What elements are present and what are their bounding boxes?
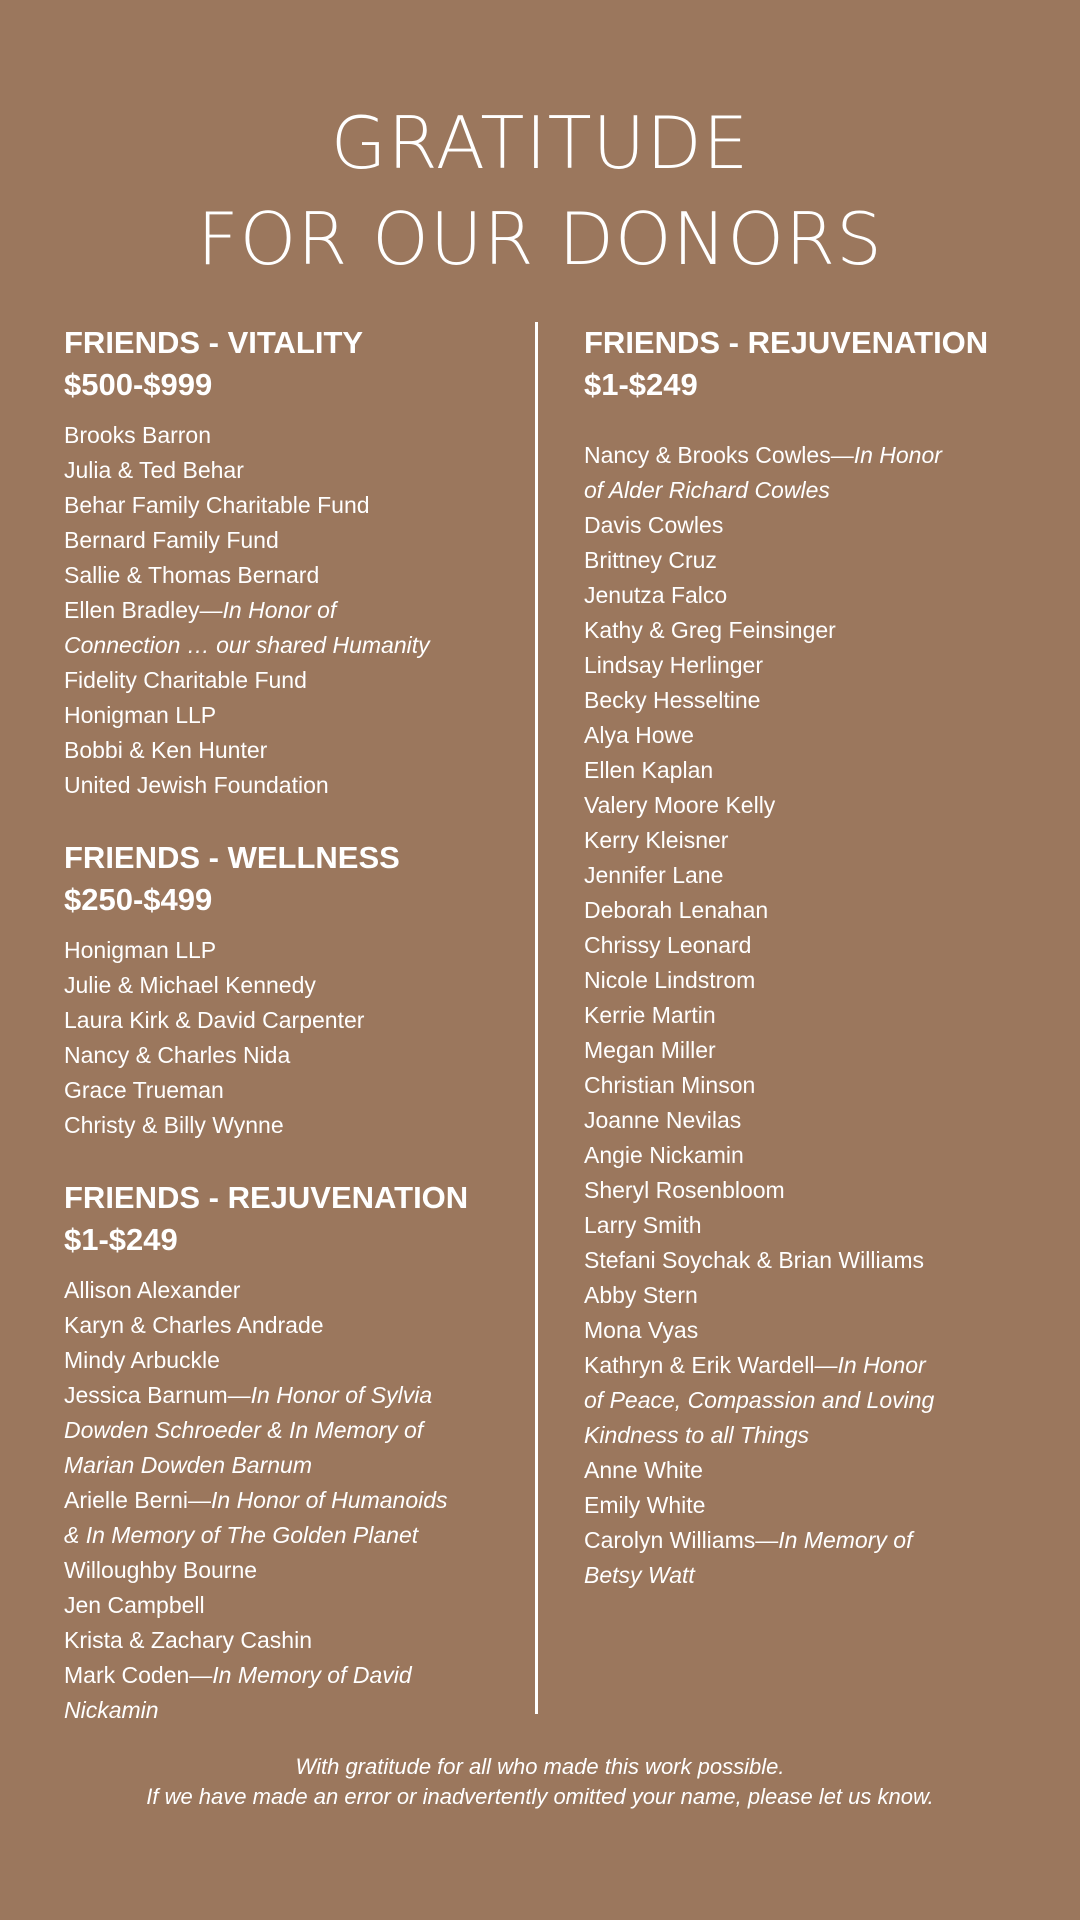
donor-name: Mona Vyas bbox=[584, 1317, 699, 1343]
tier-heading bbox=[64, 1177, 504, 1261]
donor-line bbox=[64, 523, 504, 558]
donor-line bbox=[584, 1033, 1024, 1068]
donor-name: Kerry Kleisner bbox=[584, 827, 729, 853]
donor-tier-section bbox=[64, 322, 504, 803]
donor-line bbox=[584, 1558, 1024, 1593]
donor-name: Becky Hesseltine bbox=[584, 687, 761, 713]
tier-name: FRIENDS - WELLNESS bbox=[64, 840, 400, 875]
donor-line bbox=[584, 1208, 1024, 1243]
donor-line bbox=[64, 1038, 504, 1073]
donor-line bbox=[64, 1343, 504, 1378]
donor-name: Willoughby Bourne bbox=[64, 1557, 258, 1583]
donor-name: Nicole Lindstrom bbox=[584, 967, 756, 993]
donor-line bbox=[584, 1488, 1024, 1523]
donor-name: Brooks Barron bbox=[64, 422, 212, 448]
tier-heading bbox=[64, 322, 504, 406]
donor-name: Jessica Barnum— bbox=[64, 1382, 251, 1408]
dedication-note: Marian Dowden Barnum bbox=[64, 1452, 313, 1478]
dedication-note: In Honor of Humanoids bbox=[211, 1487, 448, 1513]
dedication-note: In Honor bbox=[837, 1352, 926, 1378]
donor-list bbox=[64, 933, 504, 1143]
donor-line bbox=[584, 893, 1024, 928]
tier-range: $500-$999 bbox=[64, 367, 213, 402]
donor-name: Deborah Lenahan bbox=[584, 897, 769, 923]
dedication-note: of Peace, Compassion and Loving bbox=[584, 1387, 935, 1413]
donor-line bbox=[584, 578, 1024, 613]
dedication-note: & In Memory of The Golden Planet bbox=[64, 1522, 419, 1548]
donor-name: Laura Kirk & David Carpenter bbox=[64, 1007, 365, 1033]
donor-line bbox=[584, 1173, 1024, 1208]
dedication-note: of Alder Richard Cowles bbox=[584, 477, 830, 503]
donor-name: Karyn & Charles Andrade bbox=[64, 1312, 324, 1338]
donor-name: Jen Campbell bbox=[64, 1592, 205, 1618]
tier-heading bbox=[584, 322, 1024, 406]
donor-line bbox=[64, 1308, 504, 1343]
left-column bbox=[64, 322, 504, 1762]
donor-name: Alya Howe bbox=[584, 722, 694, 748]
donor-name: Valery Moore Kelly bbox=[584, 792, 776, 818]
donor-line bbox=[584, 1383, 1024, 1418]
donor-line bbox=[584, 1243, 1024, 1278]
donor-line bbox=[584, 823, 1024, 858]
donor-name: Lindsay Herlinger bbox=[584, 652, 763, 678]
footer-line-1: With gratitude for all who made this work possible. bbox=[295, 1754, 785, 1779]
donor-tier-section bbox=[64, 837, 504, 1143]
donor-line bbox=[584, 998, 1024, 1033]
donor-name: Nancy & Brooks Cowles— bbox=[584, 442, 854, 468]
donor-line bbox=[64, 1448, 504, 1483]
donor-line bbox=[584, 718, 1024, 753]
dedication-note: Connection … our shared Humanity bbox=[64, 632, 430, 658]
donor-line bbox=[584, 858, 1024, 893]
donor-line bbox=[584, 473, 1024, 508]
donor-name: Carolyn Williams— bbox=[584, 1527, 779, 1553]
donor-name: Brittney Cruz bbox=[584, 547, 717, 573]
title-line-2: FOR OUR DONORS bbox=[197, 197, 883, 281]
tier-range: $1-$249 bbox=[64, 1222, 178, 1257]
donor-line bbox=[64, 558, 504, 593]
donor-line bbox=[64, 1273, 504, 1308]
page-title bbox=[0, 95, 1080, 287]
donor-line bbox=[584, 753, 1024, 788]
tier-name: FRIENDS - REJUVENATION bbox=[584, 325, 989, 360]
dedication-note: In Honor of bbox=[222, 597, 337, 623]
donor-line bbox=[64, 1413, 504, 1448]
donor-name: Megan Miller bbox=[584, 1037, 716, 1063]
donor-line bbox=[64, 593, 504, 628]
donor-line bbox=[64, 1108, 504, 1143]
donor-name: Arielle Berni— bbox=[64, 1487, 211, 1513]
donor-line bbox=[584, 508, 1024, 543]
dedication-note: Betsy Watt bbox=[584, 1562, 695, 1588]
donor-name: Allison Alexander bbox=[64, 1277, 241, 1303]
donor-line bbox=[64, 768, 504, 803]
donor-line bbox=[64, 453, 504, 488]
donor-line bbox=[64, 698, 504, 733]
donor-line bbox=[584, 683, 1024, 718]
donor-name: Julie & Michael Kennedy bbox=[64, 972, 316, 998]
donor-name: Krista & Zachary Cashin bbox=[64, 1627, 312, 1653]
donor-line bbox=[64, 1483, 504, 1518]
donor-line bbox=[584, 543, 1024, 578]
donor-name: Sheryl Rosenbloom bbox=[584, 1177, 785, 1203]
dedication-note: In Memory of David bbox=[212, 1662, 412, 1688]
donor-name: Mindy Arbuckle bbox=[64, 1347, 220, 1373]
donor-name: Angie Nickamin bbox=[584, 1142, 744, 1168]
donor-line bbox=[584, 928, 1024, 963]
donor-line bbox=[64, 1518, 504, 1553]
donor-line bbox=[64, 1378, 504, 1413]
tier-name: FRIENDS - REJUVENATION bbox=[64, 1180, 469, 1215]
dedication-note: Dowden Schroeder & In Memory of bbox=[64, 1417, 424, 1443]
donor-line bbox=[584, 1453, 1024, 1488]
donor-name: Ellen Bradley— bbox=[64, 597, 223, 623]
dedication-note: Kindness to all Things bbox=[584, 1422, 810, 1448]
donor-list bbox=[64, 1273, 504, 1728]
donor-name: Grace Trueman bbox=[64, 1077, 224, 1103]
donor-line bbox=[584, 1348, 1024, 1383]
footer-line-2: If we have made an error or inadvertently omitted your name, please let us know. bbox=[146, 1784, 934, 1809]
tier-range: $1-$249 bbox=[584, 367, 698, 402]
donor-line bbox=[64, 628, 504, 663]
donor-line bbox=[64, 1588, 504, 1623]
donor-name: Mark Coden— bbox=[64, 1662, 213, 1688]
donor-name: Jenutza Falco bbox=[584, 582, 728, 608]
donor-line bbox=[64, 1693, 504, 1728]
donor-line bbox=[584, 1103, 1024, 1138]
donor-name: Honigman LLP bbox=[64, 937, 217, 963]
donor-name: Sallie & Thomas Bernard bbox=[64, 562, 320, 588]
donor-name: Julia & Ted Behar bbox=[64, 457, 244, 483]
donor-name: Davis Cowles bbox=[584, 512, 724, 538]
donor-name: Kathryn & Erik Wardell— bbox=[584, 1352, 838, 1378]
donor-name: Anne White bbox=[584, 1457, 703, 1483]
donor-line bbox=[584, 438, 1024, 473]
donor-name: Abby Stern bbox=[584, 1282, 698, 1308]
donor-line bbox=[584, 1068, 1024, 1103]
donor-line bbox=[584, 613, 1024, 648]
donor-line bbox=[64, 1073, 504, 1108]
donor-line bbox=[64, 488, 504, 523]
donor-line bbox=[584, 1278, 1024, 1313]
donor-line bbox=[64, 663, 504, 698]
donor-name: Kerrie Martin bbox=[584, 1002, 716, 1028]
donor-name: Stefani Soychak & Brian Williams bbox=[584, 1247, 925, 1273]
dedication-note: In Honor bbox=[853, 442, 942, 468]
donor-name: Honigman LLP bbox=[64, 702, 217, 728]
donor-line bbox=[584, 1418, 1024, 1453]
donor-list bbox=[64, 418, 504, 803]
donor-name: Christian Minson bbox=[584, 1072, 756, 1098]
donor-line bbox=[64, 933, 504, 968]
donor-list bbox=[584, 438, 1024, 1593]
donor-name: Emily White bbox=[584, 1492, 706, 1518]
donor-line bbox=[584, 1313, 1024, 1348]
donor-name: Bobbi & Ken Hunter bbox=[64, 737, 268, 763]
dedication-note: In Honor of Sylvia bbox=[250, 1382, 433, 1408]
donor-tier-section bbox=[64, 1177, 504, 1728]
donor-name: Bernard Family Fund bbox=[64, 527, 279, 553]
donor-line bbox=[584, 1523, 1024, 1558]
tier-range: $250-$499 bbox=[64, 882, 213, 917]
dedication-note: In Memory of bbox=[778, 1527, 913, 1553]
donor-tier-section bbox=[584, 322, 1024, 1593]
donor-name: Kathy & Greg Feinsinger bbox=[584, 617, 836, 643]
donor-line bbox=[64, 418, 504, 453]
tier-name: FRIENDS - VITALITY bbox=[64, 325, 364, 360]
donor-name: Nancy & Charles Nida bbox=[64, 1042, 291, 1068]
title-line-1: GRATITUDE bbox=[330, 101, 750, 185]
tier-heading bbox=[64, 837, 504, 921]
donor-line bbox=[64, 733, 504, 768]
donor-name: Behar Family Charitable Fund bbox=[64, 492, 370, 518]
donor-line bbox=[64, 968, 504, 1003]
donor-line bbox=[64, 1658, 504, 1693]
donor-name: Jennifer Lane bbox=[584, 862, 724, 888]
donor-name: United Jewish Foundation bbox=[64, 772, 329, 798]
donor-line bbox=[584, 788, 1024, 823]
donor-name: Larry Smith bbox=[584, 1212, 702, 1238]
donor-line bbox=[584, 648, 1024, 683]
donor-name: Christy & Billy Wynne bbox=[64, 1112, 284, 1138]
footer-note bbox=[0, 1752, 1080, 1812]
donor-line bbox=[64, 1623, 504, 1658]
donor-line bbox=[584, 963, 1024, 998]
column-divider bbox=[535, 322, 538, 1714]
donor-line bbox=[584, 1138, 1024, 1173]
dedication-note: Nickamin bbox=[64, 1697, 159, 1723]
donor-name: Chrissy Leonard bbox=[584, 932, 752, 958]
donor-name: Fidelity Charitable Fund bbox=[64, 667, 307, 693]
donor-line bbox=[64, 1553, 504, 1588]
donor-line bbox=[64, 1003, 504, 1038]
donor-name: Joanne Nevilas bbox=[584, 1107, 742, 1133]
right-column bbox=[584, 322, 1024, 1627]
donor-name: Ellen Kaplan bbox=[584, 757, 714, 783]
